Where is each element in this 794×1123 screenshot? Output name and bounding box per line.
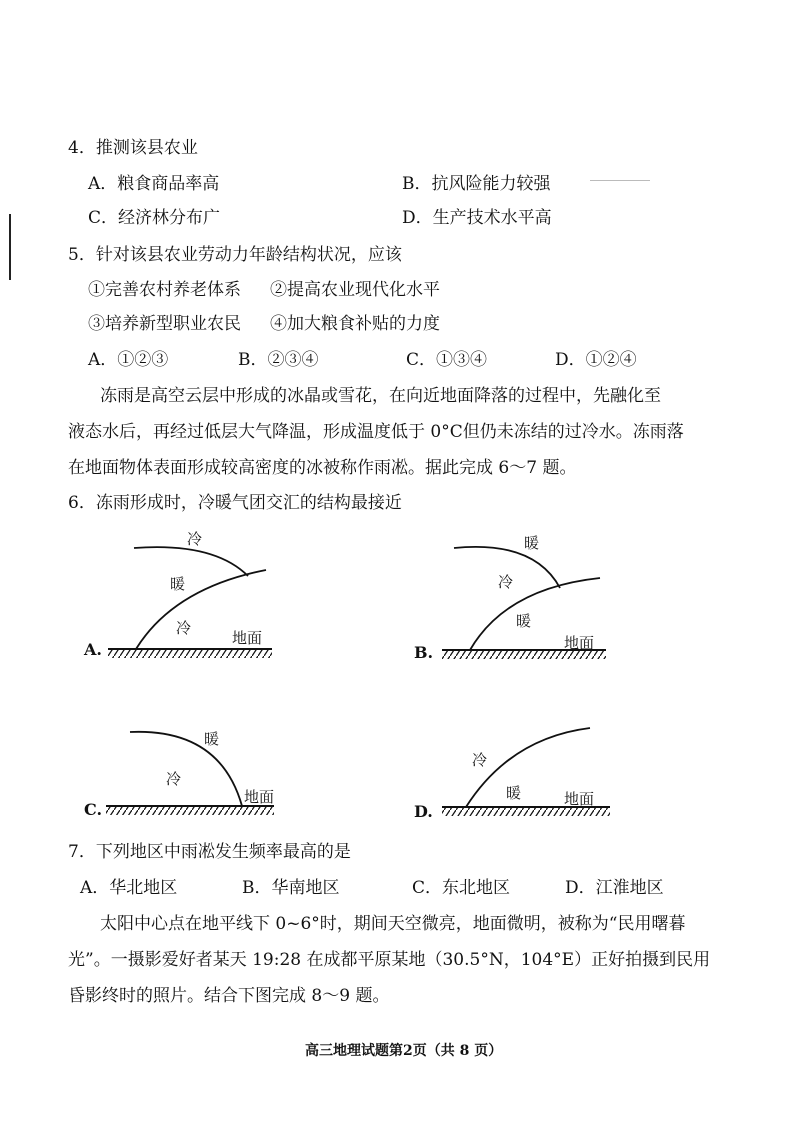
diagram-b-ground-label: 地面 <box>564 634 595 652</box>
q4-option-b: B．抗风险能力较强 <box>402 174 551 194</box>
passage-2-line-2: 光”。一摄影爱好者某天 19:28 在成都平原某地（30.5°N，104°E）正好拍摄到民用 <box>68 950 711 970</box>
diagram-c <box>84 720 294 830</box>
q5-option-d: D．①②④ <box>555 350 637 370</box>
q5-option-a: A．①②③ <box>88 350 169 370</box>
diagram-b-option-label: B. <box>414 643 434 662</box>
q4-option-c: C．经济林分布广 <box>88 208 221 228</box>
diagram-d-option-label: D. <box>414 802 433 821</box>
diagram-b <box>414 530 624 665</box>
diagram-a-middle-label: 暖 <box>170 575 186 593</box>
q7-option-c: C．东北地区 <box>412 878 511 898</box>
diagram-d <box>414 720 624 830</box>
diagram-d-upper-label: 冷 <box>472 751 488 769</box>
diagram-c-upper-label: 暖 <box>204 730 220 748</box>
diagram-c-ground-label: 地面 <box>244 788 275 806</box>
passage-1-line-3: 在地面物体表面形成较高密度的冰被称作雨凇。据此完成 6～7 题。 <box>68 458 577 478</box>
passage-1-line-2: 液态水后，再经过低层大气降温，形成温度低于 0°C但仍未冻结的过冷水。冻雨落 <box>68 422 684 442</box>
diagram-b-middle-label: 冷 <box>498 573 514 591</box>
diagram-b-lower-label: 暖 <box>516 612 532 630</box>
q5-option-b: B．②③④ <box>238 350 319 370</box>
page-footer: 高三地理试题第2页（共 8 页） <box>305 1043 503 1059</box>
diagram-d-lower-label: 暖 <box>506 784 522 802</box>
scan-artifact-line <box>590 180 650 181</box>
diagram-a-drawing <box>84 530 294 665</box>
diagram-d-drawing <box>414 720 624 830</box>
q4-option-a: A．粮食商品率高 <box>88 174 220 194</box>
diagram-a-upper-label: 冷 <box>187 530 203 548</box>
diagram-c-drawing <box>84 720 294 830</box>
q5-item-1: ①完善农村养老体系 <box>88 280 241 300</box>
q7-option-d: D．江淮地区 <box>565 878 664 898</box>
q5-item-4: ④加大粮食补贴的力度 <box>270 314 440 334</box>
diagram-a-lower-label: 冷 <box>176 619 192 637</box>
diagram-a-ground-label: 地面 <box>232 629 263 647</box>
diagram-d-ground-label: 地面 <box>564 790 595 808</box>
diagram-c-lower-label: 冷 <box>166 770 182 788</box>
q7-option-b: B．华南地区 <box>242 878 340 898</box>
q5-item-2: ②提高农业现代化水平 <box>270 280 440 300</box>
diagram-c-option-label: C. <box>84 800 103 819</box>
diagram-b-upper-label: 暖 <box>524 534 540 552</box>
question-7-stem: 7．下列地区中雨凇发生频率最高的是 <box>68 842 351 862</box>
q4-option-d: D．生产技术水平高 <box>402 208 552 228</box>
q5-option-c: C．①③④ <box>406 350 488 370</box>
question-5-stem: 5．针对该县农业劳动力年龄结构状况，应该 <box>68 245 402 265</box>
q7-option-a: A．华北地区 <box>80 878 178 898</box>
margin-binding-mark <box>9 214 11 280</box>
diagram-a-option-label: A. <box>84 640 102 659</box>
question-4-stem: 4．推测该县农业 <box>68 138 198 158</box>
passage-2-line-3: 昏影终时的照片。结合下图完成 8～9 题。 <box>68 986 390 1006</box>
passage-1-line-1: 冻雨是高空云层中形成的冰晶或雪花，在向近地面降落的过程中，先融化至 <box>100 386 661 406</box>
question-6-stem: 6．冻雨形成时，冷暖气团交汇的结构最接近 <box>68 493 402 513</box>
diagram-a <box>84 530 294 665</box>
passage-2-line-1: 太阳中心点在地平线下 0~6°时，期间天空微亮，地面微明，被称为“民用曙暮 <box>100 914 686 934</box>
q5-item-3: ③培养新型职业农民 <box>88 314 241 334</box>
